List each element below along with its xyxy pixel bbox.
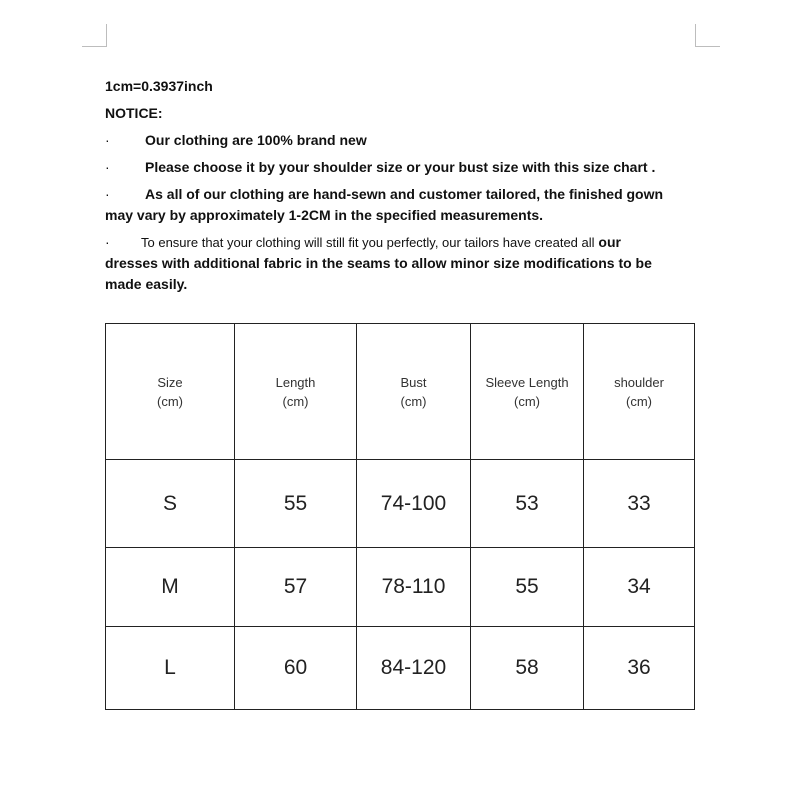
header-unit: (cm): [514, 393, 540, 409]
bust-cell: 84-120: [357, 627, 471, 710]
header-cell-size: [106, 324, 235, 460]
bullet-icon: ·: [105, 159, 110, 175]
notice-item-text-bold: our: [594, 234, 621, 250]
length-cell: 57: [235, 548, 357, 627]
table-row-size-l: [106, 627, 695, 710]
bust-cell: 74-100: [357, 460, 471, 548]
notice-item-text-continued: made easily.: [105, 276, 188, 292]
header-cell-shoulder: [584, 324, 695, 460]
header-cell-sleeve-length: [471, 324, 584, 460]
notice-item-hand-sewn: [105, 184, 680, 226]
table-row-size-s: [106, 460, 695, 548]
header-unit: (cm): [626, 393, 652, 409]
shoulder-cell: 36: [584, 627, 695, 710]
shoulder-cell: 33: [584, 460, 695, 548]
header-unit: (cm): [157, 393, 183, 409]
page-corner-mark-right: [695, 24, 720, 47]
notice-item-seam-fabric: [105, 232, 680, 295]
table-header-row: [106, 324, 695, 460]
header-label: shoulder: [614, 374, 664, 390]
notice-item-size-choice: [105, 157, 680, 178]
bust-cell: 78-110: [357, 548, 471, 627]
shoulder-cell: 34: [584, 548, 695, 627]
notice-item-text-continued: dresses with additional fabric in the seams to allow minor size modifications to be: [105, 255, 652, 271]
header-label: Size: [157, 374, 183, 390]
bullet-icon: ·: [105, 234, 110, 250]
bullet-icon: ·: [105, 132, 110, 148]
notice-item-text-continued: may vary by approximately 1-2CM in the specified measurements.: [105, 207, 544, 223]
sleeve-length-cell: 58: [471, 627, 584, 710]
size-cell: L: [106, 627, 235, 710]
header-cell-bust: [357, 324, 471, 460]
unit-conversion: 1cm=0.3937inch: [105, 78, 213, 94]
header-cell-length: [235, 324, 357, 460]
sleeve-length-cell: 53: [471, 460, 584, 548]
notice-item-text: To ensure that your clothing will still fit you perfectly, our tailors have created all: [141, 235, 595, 250]
header-label: Bust: [400, 374, 427, 390]
length-cell: 60: [235, 627, 357, 710]
header-label: Sleeve Length: [485, 374, 569, 390]
size-chart-table: [105, 323, 695, 710]
notice-item-brand-new: [105, 130, 680, 151]
notice-item-text: As all of our clothing are hand-sewn and customer tailored, the finished gown: [145, 186, 664, 202]
notice-heading: NOTICE:: [105, 105, 163, 121]
size-notes: [105, 76, 680, 301]
table-row-size-m: [106, 548, 695, 627]
size-cell: S: [106, 460, 235, 548]
length-cell: 55: [235, 460, 357, 548]
bullet-icon: ·: [105, 186, 110, 202]
notice-item-text: Our clothing are 100% brand new: [145, 132, 367, 148]
notice-item-text: Please choose it by your shoulder size or your bust size with this size chart .: [145, 159, 656, 175]
header-unit: (cm): [400, 393, 427, 409]
sleeve-length-cell: 55: [471, 548, 584, 627]
header-unit: (cm): [282, 393, 309, 409]
size-cell: M: [106, 548, 235, 627]
page-corner-mark-left: [82, 24, 107, 47]
header-label: Length: [275, 374, 316, 390]
